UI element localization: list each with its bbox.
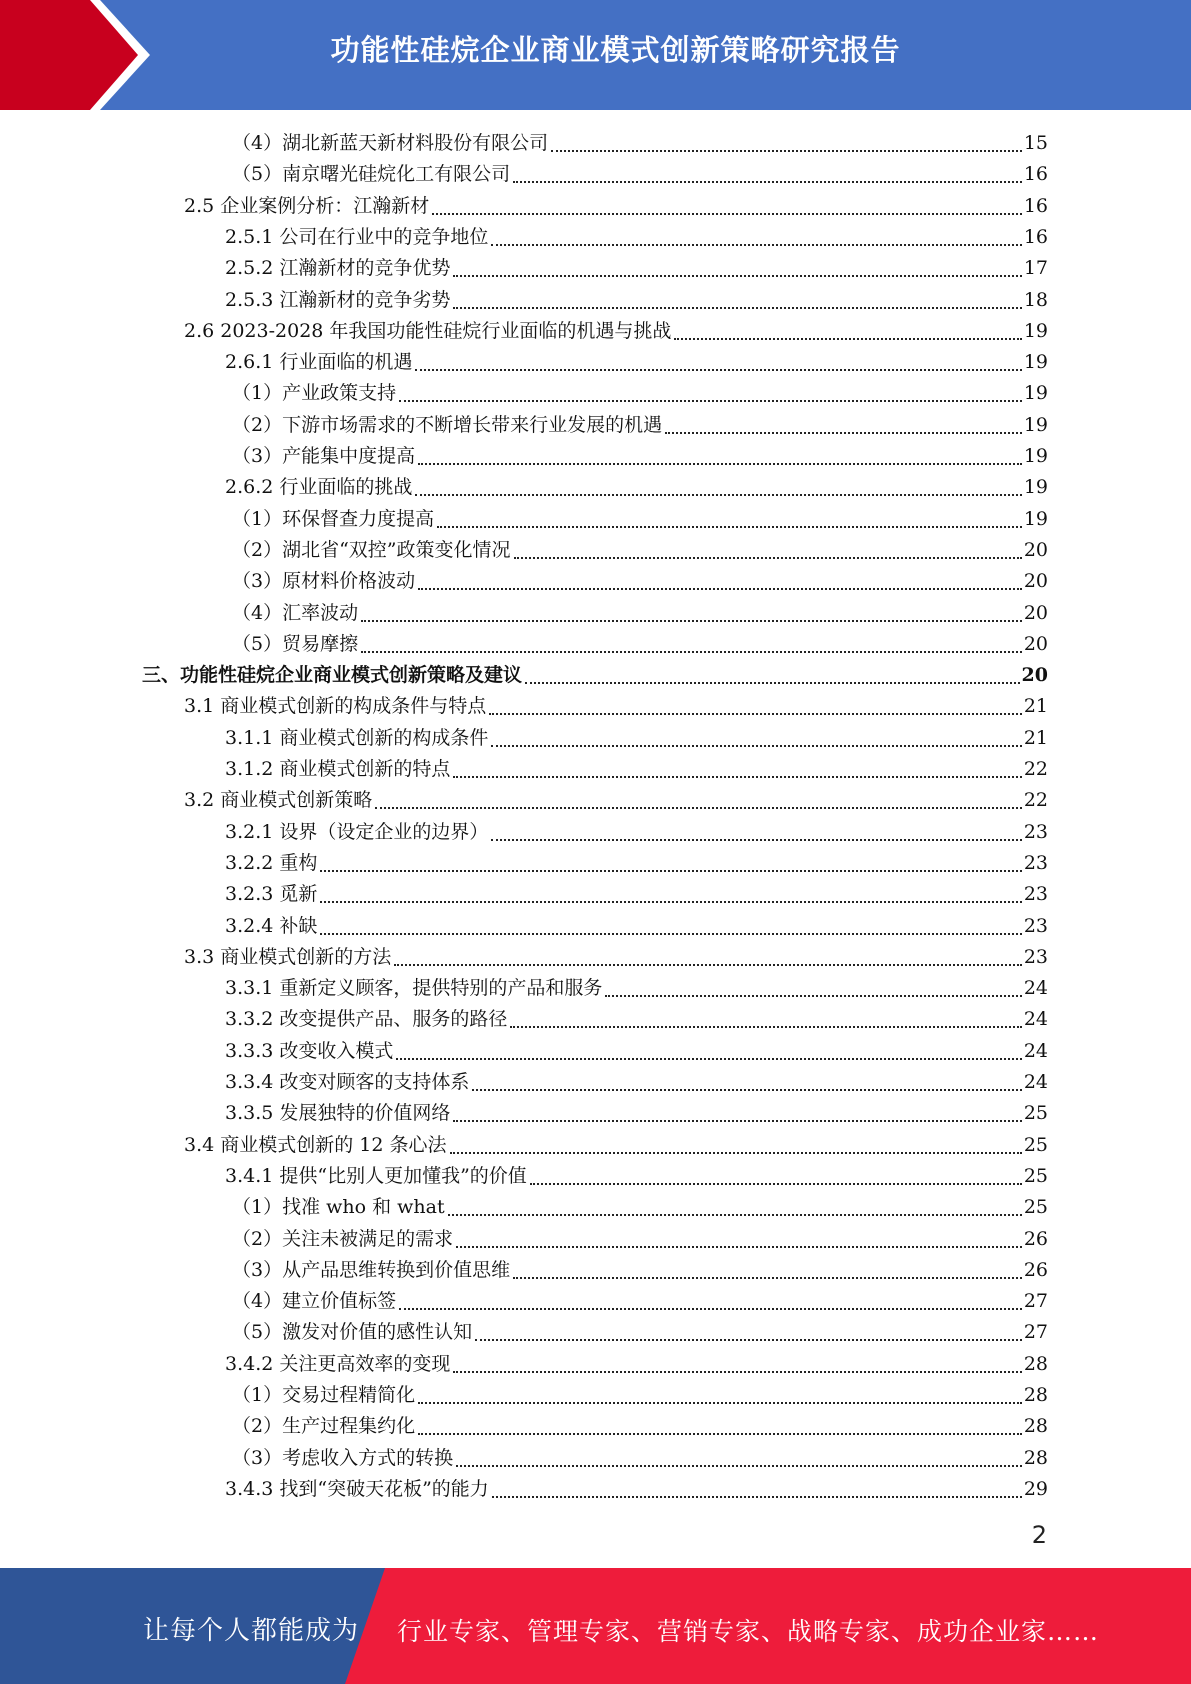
toc-leader-dots xyxy=(320,900,1021,903)
toc-entry[interactable] xyxy=(225,973,1048,1004)
toc-entry-label: 2.5.3 江瀚新材的竞争劣势 xyxy=(225,289,451,311)
toc-entry-page: 23 xyxy=(1023,821,1048,843)
toc-entry-label: （1）产业政策支持 xyxy=(232,382,397,404)
toc-entry-page: 25 xyxy=(1023,1196,1048,1218)
footer-slogan-right: 行业专家、管理专家、营销专家、战略专家、成功企业家…… xyxy=(397,1617,1100,1646)
toc-entry-label: 3.2 商业模式创新策略 xyxy=(184,789,373,811)
toc-entry-page: 19 xyxy=(1023,476,1048,498)
toc-entry-label: （5）激发对价值的感性认知 xyxy=(232,1321,473,1343)
toc-entry[interactable] xyxy=(225,1036,1048,1067)
toc-leader-dots xyxy=(437,525,1022,528)
toc-entry-page: 29 xyxy=(1023,1478,1048,1500)
toc-entry-page: 16 xyxy=(1023,226,1048,248)
toc-entry-label: 3.4.2 关注更高效率的变现 xyxy=(225,1353,451,1375)
toc-leader-dots xyxy=(394,963,1022,966)
toc-leader-dots xyxy=(418,462,1022,465)
toc-entry-label: 3.3.4 改变对顾客的支持体系 xyxy=(225,1071,470,1093)
toc-entry-page: 20 xyxy=(1023,602,1048,624)
toc-entry-label: （3）考虑收入方式的转换 xyxy=(232,1447,454,1469)
toc-entry-page: 19 xyxy=(1023,320,1048,342)
toc-entry-page: 20 xyxy=(1021,664,1048,686)
toc-entry[interactable] xyxy=(184,691,1048,722)
toc-entry[interactable] xyxy=(225,817,1048,848)
toc-leader-dots xyxy=(432,212,1022,215)
toc-entry-label: 3.2.3 觅新 xyxy=(225,883,318,905)
toc-leader-dots xyxy=(415,368,1021,371)
toc-entry[interactable] xyxy=(232,535,1048,566)
toc-entry-page: 25 xyxy=(1023,1165,1048,1187)
toc-entry[interactable] xyxy=(232,504,1048,535)
page-header xyxy=(0,0,1191,110)
toc-entry[interactable] xyxy=(232,1286,1048,1317)
toc-leader-dots xyxy=(551,149,1022,152)
toc-entry-label: 2.6 2023-2028 年我国功能性硅烷行业面临的机遇与挑战 xyxy=(184,320,672,342)
page-number: 2 xyxy=(1031,1521,1047,1549)
toc-entry[interactable] xyxy=(225,754,1048,785)
toc-entry[interactable] xyxy=(225,1098,1048,1129)
toc-entry-label: （2）湖北省“双控”政策变化情况 xyxy=(232,539,511,561)
toc-entry[interactable] xyxy=(225,723,1048,754)
toc-leader-dots xyxy=(510,1025,1021,1028)
toc-entry-label: （3）原材料价格波动 xyxy=(232,570,416,592)
toc-leader-dots xyxy=(418,587,1022,590)
toc-leader-dots xyxy=(361,619,1022,622)
toc-entry-label: （1）环保督查力度提高 xyxy=(232,508,435,530)
toc-entry-page: 20 xyxy=(1023,570,1048,592)
toc-entry[interactable] xyxy=(225,1067,1048,1098)
toc-entry[interactable] xyxy=(232,566,1048,597)
toc-entry[interactable] xyxy=(225,285,1048,316)
toc-entry[interactable] xyxy=(232,1411,1048,1442)
toc-entry-label: （4）汇率波动 xyxy=(232,602,359,624)
toc-leader-dots xyxy=(453,1119,1021,1122)
toc-entry[interactable] xyxy=(232,159,1048,190)
toc-entry-label: （4）建立价值标签 xyxy=(232,1290,397,1312)
toc-entry[interactable] xyxy=(184,316,1048,347)
toc-entry-page: 20 xyxy=(1023,633,1048,655)
toc-entry-label: 2.5 企业案例分析：江瀚新材 xyxy=(184,195,430,217)
toc-entry[interactable] xyxy=(225,1474,1048,1505)
toc-entry-label: 3.3.5 发展独特的价值网络 xyxy=(225,1102,451,1124)
toc-leader-dots xyxy=(453,274,1021,277)
toc-entry-page: 27 xyxy=(1023,1321,1048,1343)
toc-leader-dots xyxy=(492,1495,1022,1498)
toc-leader-dots xyxy=(453,306,1021,309)
toc-leader-dots xyxy=(605,994,1021,997)
toc-leader-dots xyxy=(415,493,1021,496)
toc-entry-label: 2.6.2 行业面临的挑战 xyxy=(225,476,413,498)
toc-leader-dots xyxy=(448,1213,1022,1216)
toc-entry-page: 24 xyxy=(1023,1008,1048,1030)
toc-entry-label: （3）从产品思维转换到价值思维 xyxy=(232,1259,511,1281)
toc-entry[interactable] xyxy=(232,378,1048,409)
toc-entry-label: 3.3.3 改变收入模式 xyxy=(225,1040,394,1062)
toc-leader-dots xyxy=(475,1338,1022,1341)
toc-entry[interactable] xyxy=(225,911,1048,942)
toc-entry-label: 3.3.1 重新定义顾客，提供特别的产品和服务 xyxy=(225,977,603,999)
toc-entry[interactable] xyxy=(232,1317,1048,1348)
toc-entry[interactable] xyxy=(225,1349,1048,1380)
toc-entry[interactable] xyxy=(184,1130,1048,1161)
toc-leader-dots xyxy=(513,180,1022,183)
report-title: 功能性硅烷企业商业模式创新策略研究报告 xyxy=(330,33,901,67)
toc-leader-dots xyxy=(489,712,1022,715)
toc-entry[interactable] xyxy=(232,1255,1048,1286)
toc-entry-page: 18 xyxy=(1023,289,1048,311)
toc-entry-label: 3.3.2 改变提供产品、服务的路径 xyxy=(225,1008,508,1030)
toc-entry[interactable] xyxy=(225,848,1048,879)
toc-entry-label: （2）下游市场需求的不断增长带来行业发展的机遇 xyxy=(232,414,663,436)
toc-entry-page: 25 xyxy=(1023,1134,1048,1156)
toc-entry-label: （1）交易过程精简化 xyxy=(232,1384,416,1406)
toc-entry-label: 3.2.2 重构 xyxy=(225,852,318,874)
toc-entry-page: 17 xyxy=(1023,257,1048,279)
toc-entry-page: 23 xyxy=(1023,946,1048,968)
toc-leader-dots xyxy=(530,1182,1022,1185)
toc-entry-page: 15 xyxy=(1023,132,1048,154)
toc-entry-label: 3.4.1 提供“比别人更加懂我”的价值 xyxy=(225,1165,527,1187)
toc-entry[interactable] xyxy=(225,253,1048,284)
toc-leader-dots xyxy=(399,399,1022,402)
toc-entry-page: 28 xyxy=(1023,1353,1048,1375)
toc-entry-label: （2）生产过程集约化 xyxy=(232,1415,416,1437)
toc-entry[interactable] xyxy=(225,1004,1048,1035)
toc-entry-page: 28 xyxy=(1023,1447,1048,1469)
toc-entry-label: 3.3 商业模式创新的方法 xyxy=(184,946,392,968)
toc-leader-dots xyxy=(456,1245,1022,1248)
toc-entry-label: 三、功能性硅烷企业商业模式创新策略及建议 xyxy=(142,664,523,686)
toc-entry-page: 19 xyxy=(1023,445,1048,467)
toc-leader-dots xyxy=(513,1276,1022,1279)
toc-leader-dots xyxy=(453,775,1021,778)
toc-entry-page: 19 xyxy=(1023,351,1048,373)
toc-entry-page: 19 xyxy=(1023,414,1048,436)
toc-leader-dots xyxy=(375,806,1022,809)
toc-leader-dots xyxy=(491,744,1021,747)
toc-entry[interactable] xyxy=(225,1161,1048,1192)
toc-leader-dots xyxy=(456,1464,1022,1467)
toc-entry-page: 21 xyxy=(1023,727,1048,749)
toc-entry[interactable] xyxy=(232,441,1048,472)
toc-entry-page: 26 xyxy=(1023,1259,1048,1281)
toc-entry-label: 3.2.4 补缺 xyxy=(225,915,318,937)
toc-entry[interactable] xyxy=(225,879,1048,910)
page-footer xyxy=(0,1568,1191,1684)
toc-entry-page: 23 xyxy=(1023,915,1048,937)
toc-entry-label: （5）南京曙光硅烷化工有限公司 xyxy=(232,163,511,185)
toc-entry-label: 2.5.1 公司在行业中的竞争地位 xyxy=(225,226,489,248)
toc-leader-dots xyxy=(320,932,1021,935)
toc-entry-page: 16 xyxy=(1023,163,1048,185)
footer-slogan-left: 让每个人都能成为 xyxy=(143,1616,360,1646)
toc-entry-page: 22 xyxy=(1023,789,1048,811)
toc-entry-label: （1）找准 who 和 what xyxy=(232,1196,445,1218)
toc-entry[interactable] xyxy=(232,629,1048,660)
toc-entry-page: 20 xyxy=(1023,539,1048,561)
toc-entry-label: 2.5.2 江瀚新材的竞争优势 xyxy=(225,257,451,279)
toc-leader-dots xyxy=(472,1088,1021,1091)
toc-entry[interactable] xyxy=(184,942,1048,973)
toc-entry-label: 3.1 商业模式创新的构成条件与特点 xyxy=(184,695,487,717)
toc-leader-dots xyxy=(399,1307,1022,1310)
toc-entry-label: （5）贸易摩擦 xyxy=(232,633,359,655)
toc-entry-page: 21 xyxy=(1023,695,1048,717)
toc-leader-dots xyxy=(491,838,1021,841)
toc-entry-label: 3.1.1 商业模式创新的构成条件 xyxy=(225,727,489,749)
toc-entry-label: 3.4 商业模式创新的 12 条心法 xyxy=(184,1134,447,1156)
toc-entry-page: 19 xyxy=(1023,508,1048,530)
toc-entry-page: 23 xyxy=(1023,852,1048,874)
toc-leader-dots xyxy=(665,431,1022,434)
toc-entry-label: 3.2.1 设界（设定企业的边界） xyxy=(225,821,489,843)
toc-entry[interactable] xyxy=(225,347,1048,378)
toc-entry[interactable] xyxy=(232,598,1048,629)
toc-entry-page: 24 xyxy=(1023,1071,1048,1093)
toc-leader-dots xyxy=(396,1057,1021,1060)
toc-leader-dots xyxy=(674,337,1021,340)
toc-entry-page: 24 xyxy=(1023,977,1048,999)
toc-entry-page: 24 xyxy=(1023,1040,1048,1062)
toc-entry-page: 28 xyxy=(1023,1415,1048,1437)
toc-entry-page: 28 xyxy=(1023,1384,1048,1406)
toc-entry[interactable] xyxy=(232,1443,1048,1474)
toc-entry[interactable] xyxy=(225,222,1048,253)
toc-entry[interactable] xyxy=(232,1224,1048,1255)
toc-entry-page: 25 xyxy=(1023,1102,1048,1124)
toc-leader-dots xyxy=(418,1401,1022,1404)
toc-leader-dots xyxy=(320,869,1021,872)
toc-entry[interactable] xyxy=(225,472,1048,503)
toc-entry[interactable] xyxy=(232,1192,1048,1223)
toc-entry-page: 26 xyxy=(1023,1228,1048,1250)
toc-entry[interactable] xyxy=(184,785,1048,816)
toc-entry[interactable] xyxy=(232,410,1048,441)
toc-entry-page: 23 xyxy=(1023,883,1048,905)
toc-leader-dots xyxy=(361,650,1022,653)
toc-entry-label: 3.1.2 商业模式创新的特点 xyxy=(225,758,451,780)
toc-leader-dots xyxy=(450,1151,1022,1154)
toc-entry[interactable] xyxy=(232,1380,1048,1411)
toc-entry[interactable] xyxy=(184,191,1048,222)
toc-entry-label: （4）湖北新蓝天新材料股份有限公司 xyxy=(232,132,549,154)
toc-entry-label: 2.6.1 行业面临的机遇 xyxy=(225,351,413,373)
toc-entry[interactable] xyxy=(142,660,1048,691)
toc-leader-dots xyxy=(514,556,1022,559)
toc-entry-page: 27 xyxy=(1023,1290,1048,1312)
toc-entry-page: 22 xyxy=(1023,758,1048,780)
toc-leader-dots xyxy=(491,243,1021,246)
toc-entry-page: 19 xyxy=(1023,382,1048,404)
toc-entry-page: 16 xyxy=(1023,195,1048,217)
toc-leader-dots xyxy=(453,1370,1021,1373)
toc-leader-dots xyxy=(418,1432,1022,1435)
toc-entry-label: （3）产能集中度提高 xyxy=(232,445,416,467)
toc-entry-label: （2）关注未被满足的需求 xyxy=(232,1228,454,1250)
toc-entry[interactable] xyxy=(232,128,1048,159)
toc-leader-dots xyxy=(525,681,1020,684)
toc-entry-label: 3.4.3 找到“突破天花板”的能力 xyxy=(225,1478,489,1500)
